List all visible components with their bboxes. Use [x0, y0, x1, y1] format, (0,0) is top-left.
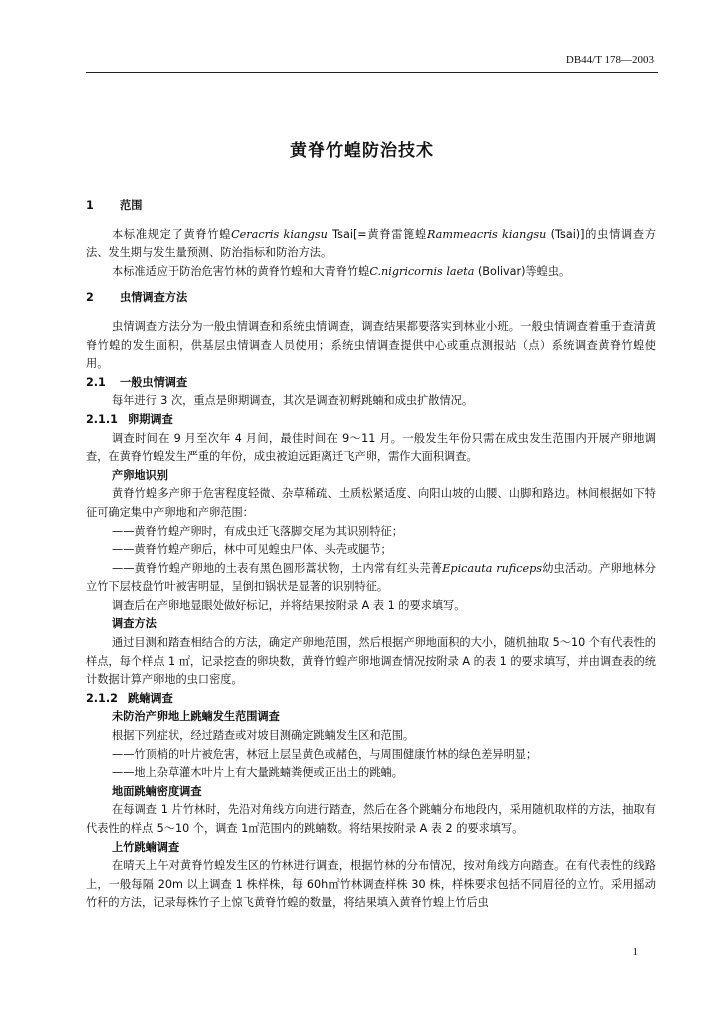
section-heading-2-1: 2.1 一般虫情调查 — [86, 375, 188, 389]
section-heading-2-1-1: 2.1.1 卵期调查 — [86, 412, 173, 426]
paragraph: 在晴天上午对黄脊竹蝗发生区的竹林进行调查，根据竹林的分布情况，按对角线方向踏查。在有代表性的线路上，一般每隔 20m 以上调查 1 株样株，每 60h㎡竹林调查样株 30 株，样株要求包括不同眉径的立竹。采用摇动竹秆的方法，记录每株竹子上惊飞黄脊竹蝗的数量，将结果填入黄脊竹蝗上竹后虫 — [86, 859, 656, 910]
subheading-uncontrolled: 未防治产卵地上跳蝻发生范围调查 — [112, 710, 280, 724]
section-heading-2 — [86, 289, 656, 308]
section-title: 虫情调查方法 — [120, 291, 188, 305]
paragraph: 每年进行 3 次，重点是卵期调查，其次是调查初孵跳蝻和成虫扩散情况。 — [112, 394, 474, 408]
document-title: 黄脊竹蝗防治技术 — [290, 141, 434, 161]
section-heading-2-1-2: 2.1.2 跳蝻调查 — [86, 691, 173, 705]
paragraph: 在每调查 1 片竹林时，先沿对角线方向进行踏查，然后在各个跳蝻分布地段内，采用随机取样的方法，抽取有代表性的样点 5～10 个，调查 1㎡范围内的跳蝻数。将结果按附录 A 表 2 的要求填写。 — [86, 803, 656, 835]
subheading-ground-density: 地面跳蝻密度调查 — [112, 784, 202, 798]
paragraph: 调查后在产卵地显眼处做好标记，并将结果按附录 A 表 1 的要求填写。 — [112, 598, 466, 612]
paragraph: 调查时间在 9 月至次年 4 月间，最佳时间在 9～11 月。一般发生年份只需在成虫发生范围内开展产卵地调查，在黄脊竹蝗发生严重的年份，成虫被迫远距离迁飞产卵，需作大面积调查。 — [86, 431, 656, 464]
paragraph: 根据下列症状，经过踏查或对坡目测确定跳蝻发生区和范围。 — [112, 729, 415, 743]
paragraph: 黄脊竹蝗多产卵于危害程度轻微、杂草稀疏、土质松紧适度、向阳山坡的山腰、山脚和路边。林间根据如下特征可确定集中产卵地和产卵范围： — [86, 487, 656, 519]
document-body — [86, 197, 656, 913]
list-item: ——黄脊竹蝗产卵地的土表有黑色圆形蒿状物，土内常有红头芫菁Epicauta ruficeps幼虫活动。产卵地林分立竹下层枝盘竹叶被害明显，呈倒扣锅状是显著的识别特征。 — [86, 561, 656, 594]
section-heading-1 — [86, 197, 656, 216]
subheading-upper-bamboo: 上竹跳蝻调查 — [112, 840, 180, 854]
section-title: 范围 — [120, 199, 143, 212]
paragraph: 通过目测和踏查相结合的方法，确定产卵地范围，然后根据产卵地面积的大小，随机抽取 5～10 个有代表性的样点，每个样点 1 ㎡，记录挖查的卵块数，黄脊竹蝗产卵地调查情况按附录 A 的表 1 的要求填写，并由调查表的统计数据计算产卵地的虫口密度。 — [86, 636, 656, 687]
subheading-identify: 产卵地识别 — [112, 468, 168, 482]
subheading-method: 调查方法 — [112, 617, 157, 631]
paragraph: 本标准规定了黄脊竹蝗Ceracris kiangsu Tsai[=黄脊雷篦蝗Rammeacris kiangsu (Tsai)]的虫情调查方法、发生期与发生量预测、防治指标和防治方法。 — [86, 227, 657, 260]
page-number: 1 — [632, 946, 638, 958]
paragraph: 虫情调查方法分为一般虫情调查和系统虫情调查，调查结果都要落实到林业小班。一般虫情调查着重于查清黄脊竹蝗的发生面积，供基层虫情调查人员使用；系统虫情调查提供中心或重点测报站（点）系统调查黄脊竹蝗使用。 — [86, 319, 656, 371]
section-number: 2 — [86, 291, 94, 305]
list-item: ——地上杂草灌木叶片上有大量跳蝻粪便或正出土的跳蝻。 — [112, 766, 403, 780]
list-item: ——竹顶梢的叶片被危害，林冠上层呈黄色或赭色，与周围健康竹林的绿色差异明显； — [112, 747, 538, 761]
header-rule — [86, 72, 658, 73]
paragraph: 本标准适应于防治危害竹林的黄脊竹蝗和大青脊竹蝗C.nigricornis laeta (Bolivar)等蝗虫。 — [112, 264, 571, 278]
list-item: ——黄脊竹蝗产卵时，有成虫迁飞落脚交尾为其识别特征； — [112, 524, 403, 538]
list-item: ——黄脊竹蝗产卵后，林中可见蝗虫尸体、头壳或腿节； — [112, 543, 392, 557]
section-number: 1 — [86, 199, 94, 212]
standard-code: DB44/T 178—2003 — [565, 54, 654, 66]
